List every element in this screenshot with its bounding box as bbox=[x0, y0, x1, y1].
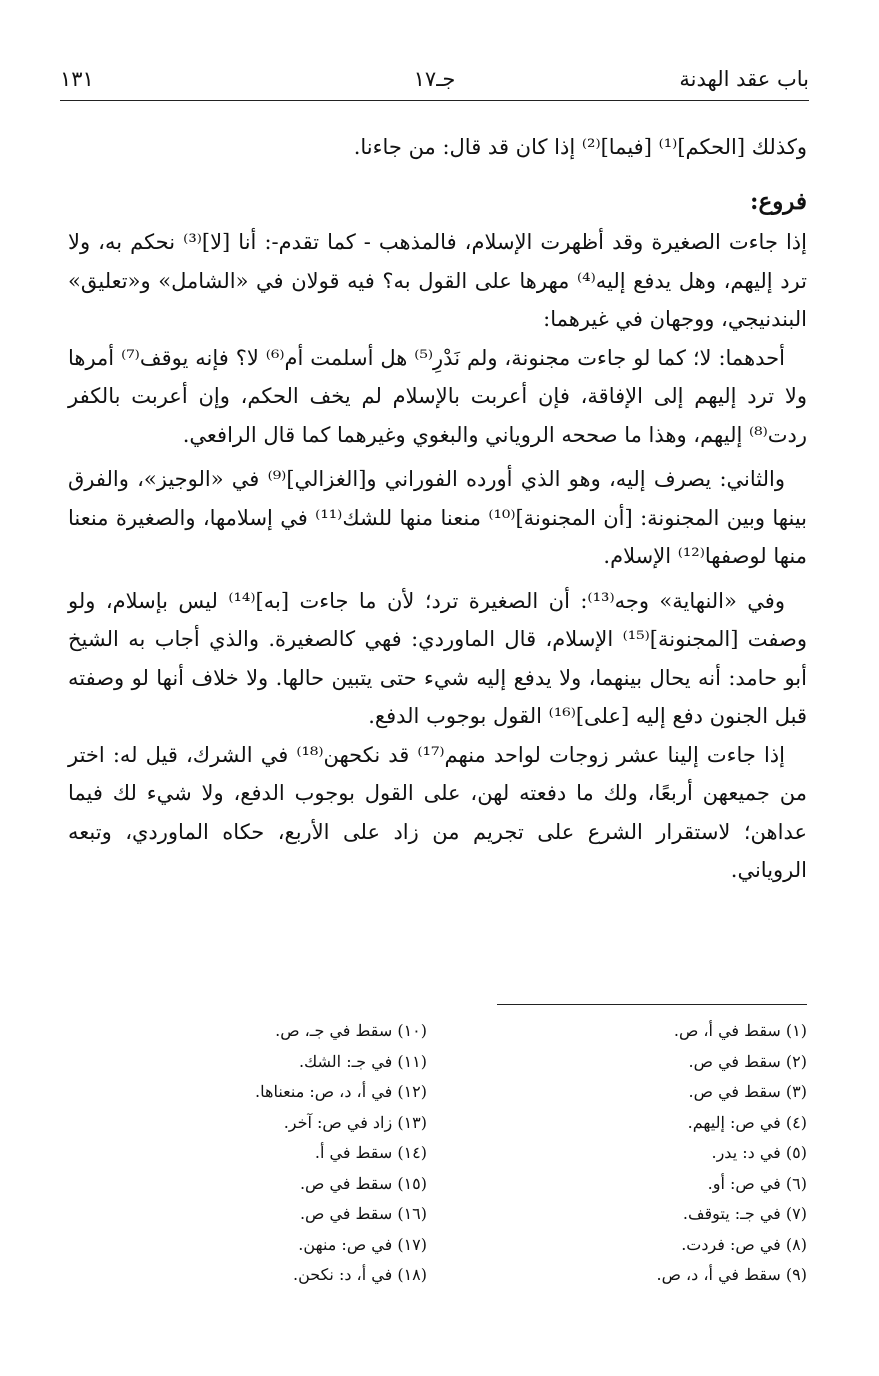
footnote-item: (١١) في جـ: الشك. bbox=[298, 1051, 427, 1071]
footnote-item: (٢) سقط في ص. bbox=[688, 1051, 807, 1071]
footnote-divider bbox=[497, 1004, 807, 1005]
paragraph-3: أحدهما: لا؛ كما لو جاءت مجنونة، ولم نَدْرِ⁽⁵⁾ هل أسلمت أم⁽⁶⁾ لا؟ فإنه يوقف⁽⁷⁾ أمرها ولا ترد إليهم إلى الإفاقة، فإن أعربت بالإسلام لم يخف الحكم، وإن أعربت بالكفر ردت⁽⁸⁾ إليهم، وهذا ما صححه الروياني والبغوي وغيرهما كما قال الرافعي. bbox=[68, 345, 807, 447]
footnote-item: (٩) سقط في أ، د، ص. bbox=[656, 1265, 807, 1284]
footnote-item: (١) سقط في أ، ص. bbox=[673, 1021, 807, 1040]
chapter-title: باب عقد الهدنة bbox=[679, 67, 809, 91]
header-divider bbox=[60, 100, 809, 101]
footnote-item: (١٢) في أ، د، ص: منعناها. bbox=[255, 1082, 427, 1101]
footnote-item: (١٨) في أ، د: نكحن. bbox=[292, 1265, 427, 1284]
footnotes-column-2 bbox=[167, 1016, 427, 1291]
footnote-item: (٤) في ص: إليهم. bbox=[687, 1112, 807, 1132]
footnote-item: (١٣) زاد في ص: آخر. bbox=[283, 1112, 427, 1132]
footnote-item: (١٧) في ص: منهن. bbox=[298, 1234, 427, 1254]
footnote-item: (٨) في ص: فردت. bbox=[681, 1234, 807, 1254]
footnote-item: (٦) في ص: أو. bbox=[707, 1173, 807, 1193]
volume-label: جـ١٧ bbox=[413, 67, 456, 91]
footnote-item: (١٦) سقط في ص. bbox=[299, 1204, 427, 1223]
running-header bbox=[60, 62, 809, 96]
main-text bbox=[68, 128, 807, 890]
section-heading: فروع: bbox=[749, 187, 807, 215]
footnote-item: (٧) في جـ: يتوقف. bbox=[682, 1204, 807, 1223]
footnote-item: (١٥) سقط في ص. bbox=[299, 1173, 427, 1193]
paragraph-2: إذا جاءت الصغيرة وقد أظهرت الإسلام، فالمذهب - كما تقدم-: أنا [لا]⁽³⁾ نحكم به، ولا ترد إليهم، وهل يدفع إليه⁽⁴⁾ مهرها على القول به؟ فيه قولان في «الشامل» و«تعليق» البندنيجي، ووجهان في غيرهما: bbox=[68, 230, 807, 331]
footnotes-column-1 bbox=[467, 1016, 807, 1291]
paragraph-6: إذا جاءت إلينا عشر زوجات لواحد منهم⁽¹⁷⁾ قد نكحهن⁽¹⁸⁾ في الشرك، قيل له: اختر من جميعهن أربعًا، ولك ما دفعته لهن، على القول بوجوب الدفع، ولا شيء لك فيما عداهن؛ لاستقرار الشرع على تجريم من زاد على الأربع، حكاه الماوردي، وتبعه الروياني. bbox=[68, 742, 807, 882]
footnote-item: (٥) في د: يدر. bbox=[711, 1143, 807, 1162]
page-number: ١٣١ bbox=[60, 67, 94, 91]
footnote-item: (١٠) سقط في جـ، ص. bbox=[275, 1021, 427, 1040]
footnote-item: (١٤) سقط في أ. bbox=[314, 1143, 427, 1162]
paragraph-4: والثاني: يصرف إليه، وهو الذي أورده الفوراني و[الغزالي]⁽⁹⁾ في «الوجيز»، والفرق بينها وبين المجنونة: [أن المجنونة]⁽¹⁰⁾ منعنا منها للشك⁽¹¹⁾ في إسلامها، والصغيرة منعنا منها لوصفها⁽¹²⁾ الإسلام. bbox=[68, 467, 808, 568]
footnote-item: (٣) سقط في ص. bbox=[688, 1082, 807, 1101]
paragraph-1: وكذلك [الحكم]⁽¹⁾ [فيما]⁽²⁾ إذا كان قد قال: من جاءنا. bbox=[353, 135, 807, 159]
paragraph-5: وفي «النهاية» وجه⁽¹³⁾: أن الصغيرة ترد؛ لأن ما جاءت [به]⁽¹⁴⁾ ليس بإسلام، ولو وصفت [المجنونة]⁽¹⁵⁾ الإسلام، قال الماوردي: فهي كالصغيرة. والذي أجاب به الشيخ أبو حامد: أنه يحال بينهما، ولا يدفع إليه شيء حتى يتبين حالها. ولا خلاف أنها لو وصفته قبل الجنون دفع إليه [على]⁽¹⁶⁾ القول بوجوب الدفع. bbox=[68, 588, 807, 728]
